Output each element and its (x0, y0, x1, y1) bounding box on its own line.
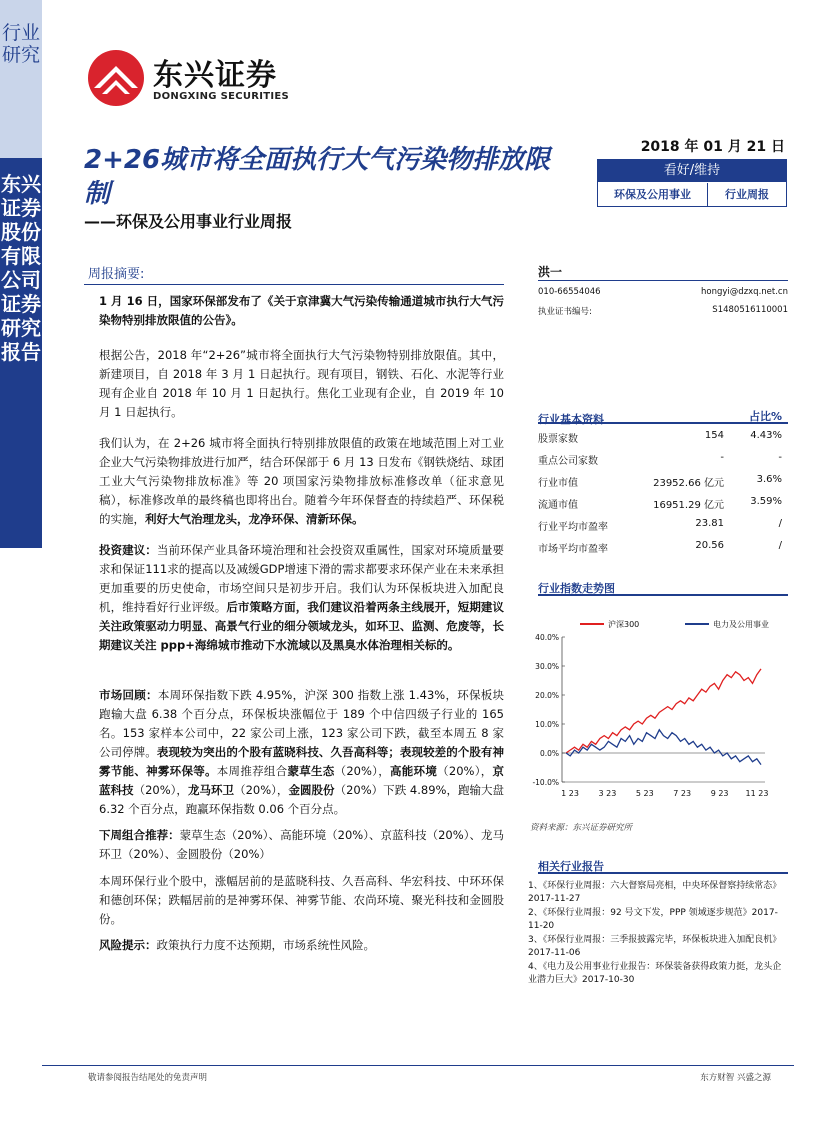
industry-cell-pct: / (778, 518, 782, 529)
industry-cell-value: 20.56 (695, 540, 724, 551)
rating-label: 看好/维持 (598, 160, 786, 182)
logo-name-cn: 东兴证券 (153, 58, 277, 93)
report-subtitle: ——环保及公用事业行业周报 (84, 212, 293, 231)
portfolio-lead: 本周推荐组合 (216, 764, 288, 778)
stock-2-weight: （20%）， (437, 764, 493, 778)
industry-cell-pct: 4.43% (750, 430, 782, 441)
market-review-bold: 表现较为突出的个股有蓝晓科技、久吾高科等；表现较差的个股有神雾节能、神雾环保等。 (99, 745, 505, 778)
industry-table-row (538, 474, 788, 495)
y-tick-label: -10.0% (532, 778, 559, 787)
summary-para-4 (99, 541, 504, 655)
industry-cell-label: 股票家数 (538, 434, 578, 445)
company-logo (86, 48, 336, 108)
report-date: 2018 年 01 月 21 日 (640, 139, 785, 155)
analyst-contact (538, 287, 788, 297)
industry-cell-label: 流通市值 (538, 500, 578, 511)
industry-cell-pct: / (778, 540, 782, 551)
related-report-item[interactable]: 4、《电力及公用事业行业报告：环保装备获得政策力挺，龙头企业潜力巨大》2017-10-30 (528, 962, 782, 985)
rating-box (597, 159, 787, 207)
logo-mark-icon (86, 48, 146, 108)
analyst-name: 洪一 (538, 265, 563, 279)
related-report-item[interactable]: 2、《环保行业周报：92 号文下发，PPP 领域逐步规范》2017-11-20 (528, 908, 778, 931)
industry-cell-pct: 3.6% (756, 474, 782, 485)
index-trend-chart (520, 600, 790, 810)
industry-cell-value: 154 (704, 430, 724, 441)
x-tick-label: 11 23 (745, 789, 769, 798)
industry-cell-value: - (720, 452, 724, 463)
risk-lead: 风险提示： (99, 938, 157, 952)
footer-slogan: 东方财智 兴盛之源 (700, 1073, 771, 1083)
chart-source: 资料来源：东兴证券研究所 (530, 823, 633, 833)
next-week-lead: 下周组合推荐： (99, 828, 180, 842)
industry-cell-label: 行业市值 (538, 478, 578, 489)
stock-1: 蒙草生态 (287, 764, 335, 778)
stock-2: 高能环境 (389, 764, 438, 778)
stock-4: 龙马环卫 (187, 783, 235, 797)
x-tick-label: 5 23 (635, 789, 654, 798)
stock-4-weight: （20%）， (234, 783, 289, 797)
y-tick-label: 20.0% (535, 691, 559, 700)
series-line-0 (566, 669, 761, 753)
y-tick-label: 30.0% (535, 662, 559, 671)
sidebar-top-label: 行业研究 (1, 22, 40, 66)
industry-table-title: 行业基本资料 (538, 413, 604, 426)
chart-title: 行业指数走势图 (538, 580, 788, 596)
industry-table-row (538, 430, 788, 451)
footer-disclaimer[interactable]: 敬请参阅报告结尾处的免责声明 (88, 1073, 208, 1083)
industry-cell-pct: 3.59% (750, 496, 782, 507)
industry-table-row (538, 540, 788, 561)
y-tick-label: 10.0% (535, 720, 559, 729)
x-tick-label: 7 23 (673, 789, 692, 798)
related-reports-title: 相关行业报告 (538, 858, 788, 874)
invest-advice-bold: 后市策略方面，我们建议沿着两条主线展开，短期建议关注政策驱动力明显、高景气行业的细分领域龙头，如环卫、监测、危废等，长期建议关注 ppp+海绵城市推动下水流域以及黑臭水体治理相关标的。 (99, 600, 505, 652)
industry-cell-pct: - (778, 452, 782, 463)
x-tick-label: 3 23 (598, 789, 617, 798)
x-tick-label: 9 23 (710, 789, 729, 798)
legend-label: 沪深300 (608, 620, 640, 629)
footer-divider (42, 1065, 794, 1066)
summary-para-3 (99, 434, 504, 529)
report-type-label: 行业周报 (725, 188, 769, 201)
summary-para-2: 根据公告，2018 年“2+26”城市将全面执行大气污染物特别排放限值。其中，新建项目，自 2018 年 3 月 1 日起执行。现有项目，钢铁、石化、水泥等行业现有企业自 2018 年 10 月 1 日起执行。焦化工业现有企业，自 2019 年 10 月 1 日起执行。 (99, 348, 504, 419)
y-tick-label: 40.0% (535, 633, 559, 642)
related-reports-list (528, 880, 790, 988)
stock-3-weight: （20%）， (133, 783, 188, 797)
summary-para-1: 1 月 16 日，国家环保部发布了《关于京津冀大气污染传输通道城市执行大气污染物特别排放限值的公告》。 (99, 294, 504, 327)
industry-cell-value: 23.81 (695, 518, 724, 529)
cert-number: S1480516110001 (712, 305, 788, 315)
x-tick-label: 1 23 (561, 789, 579, 798)
summary-para-7: 本周环保行业个股中，涨幅居前的是蓝晓科技、久吾高科、华宏科技、中环环保和德创环保；跌幅居前的是神雾环保、神雾节能、农尚环境、聚光科技和金圆股份。 (99, 874, 504, 926)
summary-divider (84, 284, 504, 285)
stock-3: 京蓝科技 (99, 764, 505, 797)
sector-label: 环保及公用事业 (598, 183, 708, 206)
legend-label: 电力及公用事业 (713, 620, 769, 629)
industry-cell-label: 重点公司家数 (538, 456, 598, 467)
industry-table-row (538, 496, 788, 517)
related-report-item[interactable]: 3、《环保行业周报：三季报披露完毕，环保板块进入加配良机》2017-11-06 (528, 935, 782, 958)
analyst-email[interactable]: hongyi@dzxq.net.cn (701, 287, 788, 297)
related-report-item[interactable]: 1、《环保行业周报：六大督察局亮相，中央环保督察持续常态》2017-11-27 (528, 881, 782, 904)
sidebar-top (0, 0, 42, 158)
sidebar-main-label: 东兴证券股份有限公司证券研究报告 (1, 172, 41, 364)
analyst-cert (538, 305, 788, 317)
summary-para-8 (99, 936, 504, 955)
industry-cell-label: 行业平均市盈率 (538, 522, 608, 533)
portfolio-result: （20%）下跌 4.89%，跑输大盘 6.32 个百分点，跑赢环保指数 0.06 个百分点。 (99, 783, 505, 816)
stock-5: 金圆股份 (288, 783, 335, 797)
industry-table-header (538, 408, 788, 424)
sidebar-main (0, 158, 42, 548)
industry-table-row (538, 518, 788, 539)
industry-table-row (538, 452, 788, 473)
market-review-text: 本周环保指数下跌 4.95%，沪深 300 指数上涨 1.43%，环保板块跑输大盘 6.38 个百分点，环保板块涨幅位于 189 个中信四级子行业的 165 名。153 家样本公司中，22 家公司上涨，123 家公司下跌，截至本周五 8 家公司停牌。 (99, 688, 504, 759)
summary-para-3-text: 我们认为，在 2+26 城市将全面执行特别排放限值的政策在地域范围上对工业企业大气污染物排放进行加严，结合环保部于 6 月 13 日发布《钢铁烧结、球团工业大气污染物排放标准》等 20 项国家污染物排放标准修改单（征求意见稿），标准修改单的最终稿也即将出台。随着今年环保督查的持续趋严、环保税的实施， (99, 436, 504, 526)
logo-name-en: DONGXING SECURITIES (153, 91, 290, 102)
summary-para-5 (99, 686, 504, 819)
market-review-lead: 市场回顾： (99, 688, 158, 702)
report-title: 2+26城市将全面执行大气污染物排放限制 (84, 145, 551, 209)
invest-advice-text: 当前环保产业具备环境治理和社会投资双重属性，国家对环境质量要求和保证111求的提高以及减缓GDP增速下滑的需求都要求环保产业在未来承担更加重要的历史使命，市场空间只是初步开启。我们认为环保板块进入加配良机，维持看好行业评级。 (99, 543, 505, 614)
industry-cell-value: 16951.29 亿元 (653, 500, 724, 511)
y-tick-label: 0.0% (539, 749, 559, 758)
invest-advice-lead: 投资建议： (99, 543, 157, 557)
next-week-text: 蒙草生态（20%）、高能环境（20%）、京蓝科技（20%）、龙马环卫（20%）、金圆股份（20%） (99, 828, 504, 861)
industry-table-pct-header: 占比% (748, 410, 782, 423)
industry-cell-value: 23952.66 亿元 (653, 478, 724, 489)
analyst-phone: 010-66554046 (538, 287, 601, 297)
industry-cell-label: 市场平均市盈率 (538, 544, 608, 555)
analyst-divider (538, 280, 788, 281)
summary-heading: 周报摘要: (88, 267, 145, 282)
summary-para-6 (99, 826, 504, 864)
cert-label: 执业证书编号: (538, 307, 592, 317)
risk-text: 政策执行力度不达预期，市场系统性风险。 (156, 938, 375, 952)
stock-1-weight: （20%）， (334, 764, 390, 778)
summary-para-3-bold: 利好大气治理龙头，龙净环保、清新环保。 (145, 512, 364, 526)
series-line-1 (566, 730, 761, 765)
